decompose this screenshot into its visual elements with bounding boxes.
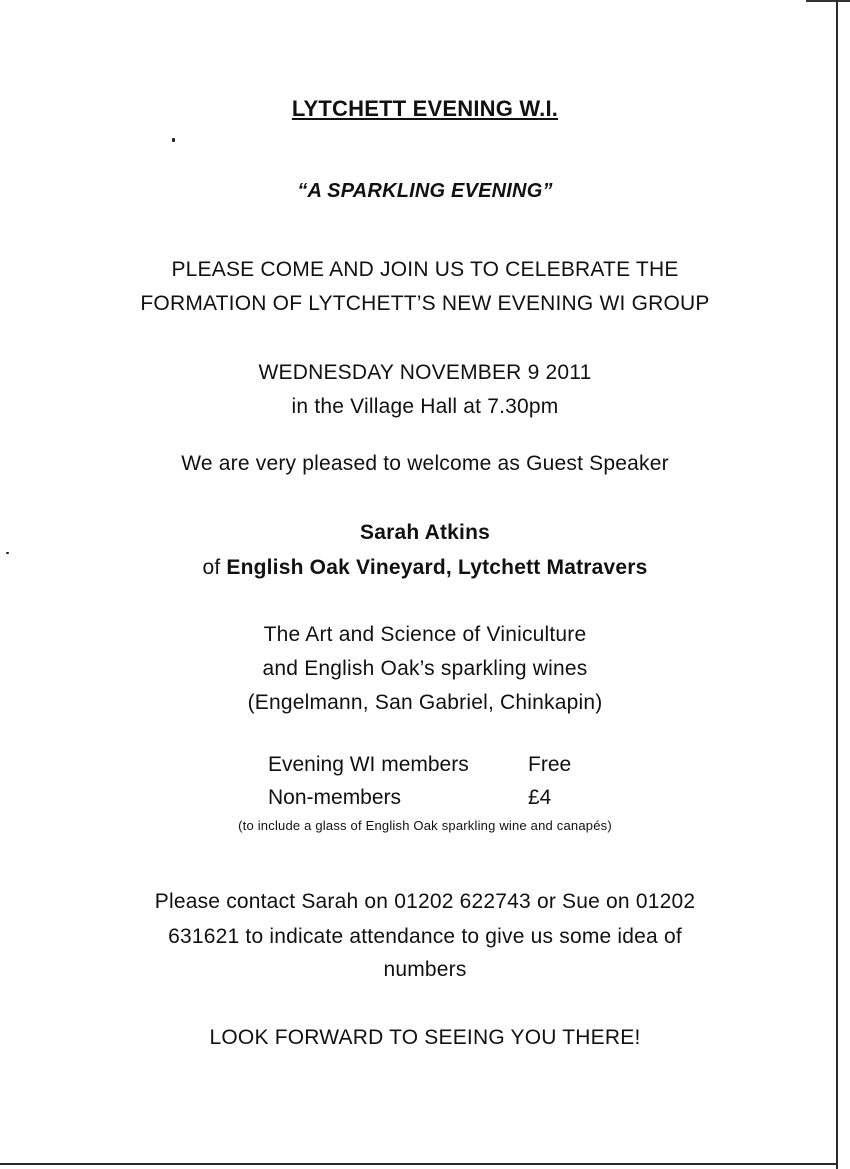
price-row <box>268 781 571 814</box>
price-value: Free <box>528 753 572 776</box>
invite-line-1: PLEASE COME AND JOIN US TO CELEBRATE THE <box>171 258 679 281</box>
price-value: £4 <box>528 786 552 809</box>
contact-line-2: 631621 to indicate attendance to give us some idea of <box>168 925 682 948</box>
contact-line-3: numbers <box>383 958 467 981</box>
scan-edge-top <box>806 0 850 2</box>
speaker-affiliation: English Oak Vineyard, Lytchett Matravers <box>226 556 648 579</box>
scan-speck <box>172 138 175 142</box>
event-date: WEDNESDAY NOVEMBER 9 2011 <box>258 361 592 384</box>
contact-line-1: Please contact Sarah on 01202 622743 or Sue on 01202 <box>154 890 696 913</box>
invite-line-2: FORMATION OF LYTCHETT’S NEW EVENING WI GROUP <box>140 292 710 315</box>
speaker-affiliation-line <box>0 555 850 581</box>
price-row <box>268 748 571 781</box>
topic-line-2: and English Oak’s sparkling wines <box>262 657 588 680</box>
price-label: Non-members <box>268 786 402 809</box>
event-subtitle: “A SPARKLING EVENING” <box>297 180 553 202</box>
topic-line-1: The Art and Science of Viniculture <box>263 623 587 646</box>
flyer-title: LYTCHETT EVENING W.I. <box>291 96 559 121</box>
price-label: Evening WI members <box>268 753 469 776</box>
speaker-name: Sarah Atkins <box>360 521 490 544</box>
scan-edge-bottom <box>0 1163 838 1165</box>
speaker-of-text: of <box>202 556 227 579</box>
scan-speck <box>6 552 9 554</box>
event-venue: in the Village Hall at 7.30pm <box>291 395 559 418</box>
price-table <box>268 748 571 814</box>
price-note: (to include a glass of English Oak sparkling wine and canapés) <box>238 818 612 833</box>
closing-line: LOOK FORWARD TO SEEING YOU THERE! <box>209 1026 641 1049</box>
topic-line-3: (Engelmann, San Gabriel, Chinkapin) <box>247 691 603 714</box>
welcome-line: We are very pleased to welcome as Guest Speaker <box>181 452 669 475</box>
scan-edge-right <box>836 0 838 1169</box>
